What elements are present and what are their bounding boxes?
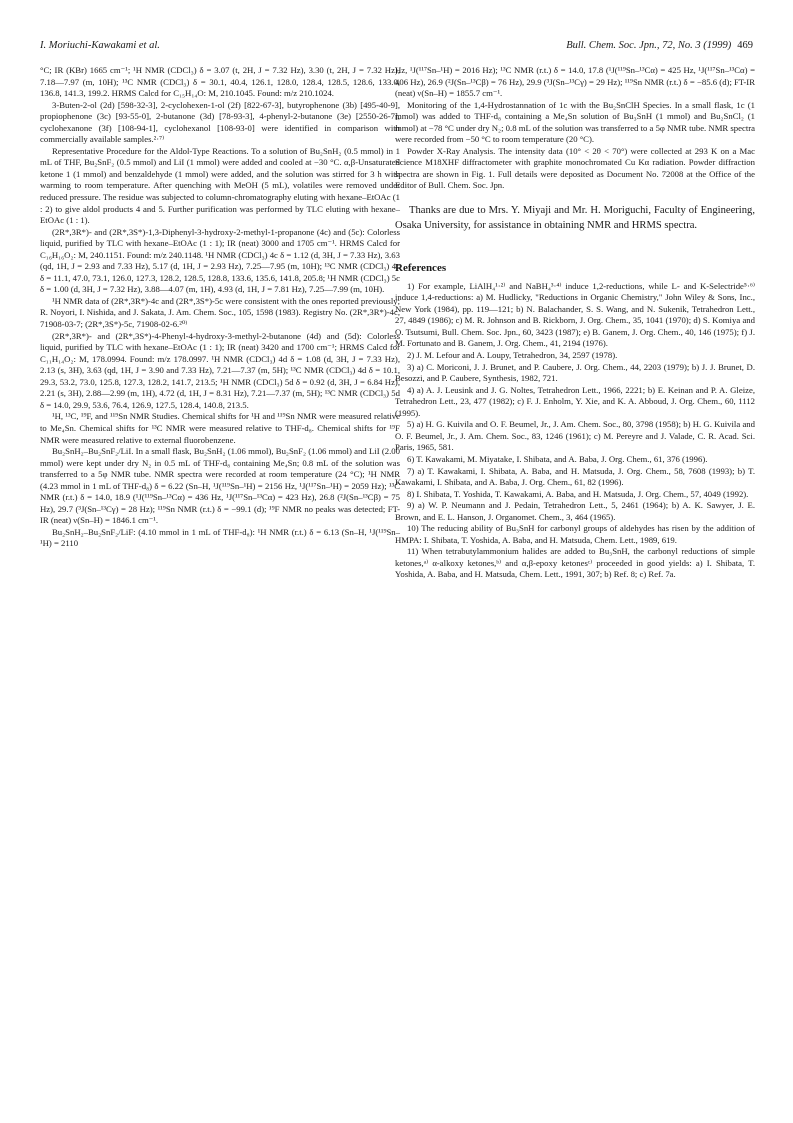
paragraph-nmr-studies: ¹H, ¹³C, ¹⁹F, and ¹¹⁹Sn NMR Studies. Chemical shifts for ¹H and ¹¹⁹Sn NMR were measured relative to Me₄Sn. Chemical shifts for ¹³C NMR were measured relative to THF-d₈. Chemical shifts for ¹⁹F NMR were measured relative to external fluorobenzene. <box>40 411 400 445</box>
right-column <box>395 65 755 581</box>
header-page-number: 469 <box>737 40 753 51</box>
acknowledgement: Thanks are due to Mrs. Y. Miyaji and Mr. H. Moriguchi, Faculty of Engineering, Osaka University, for assistance in obtaining NMR and HRMS spectra. <box>395 205 755 231</box>
reference-item: 4) a) A. J. Leusink and J. G. Noltes, Tetrahedron Lett., 1966, 2221; b) E. Keinan and P. A. Gleize, Tetrahedron Lett., 23, 477 (1982); c) F. J. Enholm, Y. Xie, and K. A. Abboud, J. Org. Chem., 60, 1112 (1995). <box>395 384 755 418</box>
paragraph-powder-xray: Powder X-Ray Analysis. The intensity data (10° < 2θ < 70°) were collected at 293 K on a Mac Science M18XHF diffractometer with graphite monochromated Cu Kα radiation. Powder diffraction spectra are shown in Fig. 1. Full details were deposited as Document No. 72008 at the Office of the Editor of Bull. Chem. Soc. Jpn. <box>395 145 755 191</box>
reference-item: 11) When tetrabutylammonium halides are added to Bu₃SnH, the carbonyl reductions of simple ketones,ᵃ⁾ α-alkoxy ketones,ᵇ⁾ and α,β-epoxy ketonesᶜ⁾ proceeded in good yields: a) I. Shibata, T. Yoshida, A. Baba, and H. Matsuda, Chem. Lett., 1991, 307; b) Ref. 8; c) Ref. 7a. <box>395 546 755 580</box>
header-journal-citation: Bull. Chem. Soc. Jpn., 72, No. 3 (1999) <box>566 40 732 51</box>
paragraph-lii-system: Bu₂SnH₂–Bu₂SnF₂/LiI. In a small flask, Bu₂SnH₂ (1.06 mmol), Bu₂SnF₂ (1.06 mmol) and LiI (2.00 mmol) were kept under dry N₂ in 0.5 mL of THF-d₈ containing Me₄Sn; 0.8 mL of the solution was transferred to a 5φ NMR tube. NMR spectra were recorded at room temperature (24 °C); ¹H NMR (4.23 mmol in 1 mL of THF-d₈) δ = 6.22 (Sn–H, ¹J(¹¹⁹Sn–¹H) = 2156 Hz, ¹J(¹¹⁷Sn–¹H) = 2059 Hz); ¹³C NMR (r.t.) δ = 14.0, 18.9 (¹J(¹¹⁹Sn–¹³Cα) = 436 Hz, ¹J(¹¹⁷Sn–¹³Cα) = 423 Hz), 26.8 (²J(Sn–¹³Cβ) = 75 Hz), 29.7 (³J(Sn–¹³Cγ) = 28 Hz); ¹¹⁹Sn NMR (r.t.) δ = −99.1 (d); ¹⁹F NMR no peaks was detected; FT-IR (neat) ν(Sn–H) = 1846.1 cm⁻¹. <box>40 446 400 526</box>
paragraph-continuation: °C; IR (KBr) 1665 cm⁻¹; ¹H NMR (CDCl₃) δ = 3.07 (t, 2H, J = 7.32 Hz), 3.30 (t, 2H, J = 7.32 Hz), 7.18—7.97 (m, 10H); ¹³C NMR (CDCl₃) δ = 30.1, 40.4, 126.1, 128.0, 128.4, 128.5, 128.6, 133.0, 136.8, 141.3, 199.2. HRMS Calcd for C₁₅H₁₄O: M, 210.1045. Found: m/z 210.1024. <box>40 65 400 99</box>
header-authors: I. Moriuchi-Kawakami et al. <box>40 40 160 51</box>
paragraph-identified-compounds: 3-Buten-2-ol (2d) [598-32-3], 2-cyclohexen-1-ol (2f) [822-67-3], butyrophenone (3b) [495-40-9], propiophenone (3c) [93-55-0], 2-butanone (3d) [78-93-3], 4-phenyl-2-butanone (3e) [2550-26-7], cyclohexanone (3f) [108-94-1], cyclohexanol [108-93-0] were identified in comparison with commercially available samples.²·⁷⁾ <box>40 99 400 145</box>
reference-item: 1) For example, LiAlH₄¹·²⁾ and NaBH₄³·⁴⁾ induce 1,2-reductions, while L- and K-Selectride⁵·⁶⁾ induce 1,4-reductions: a) M. Hudlicky, "Reductions in Organic Chemistry," John Wiley & Sons, Inc., New York (1984), pp. 119—121; b) N. Balachander, S. S. Wang, and N. Sukenik, Tetrahedron Lett., 27, 4849 (1986); c) M. R. Johnson and B. Rickborn, J. Org. Chem., 35, 1041 (1970); d) S. Komiya and O. Tsutsumi, Bull. Chem. Soc. Jpn., 60, 3423 (1987); e) B. Ganem, J. Org. Chem., 40, 146 (1975); f) J. M. Fortunato and B. Ganem, J. Org. Chem., 41, 2194 (1976). <box>395 280 755 349</box>
paragraph-aldol-procedure: Representative Procedure for the Aldol-Type Reactions. To a solution of Bu₂SnH₂ (0.5 mmol) in 1 mL of THF, Bu₂SnF₂ (0.5 mmol) and LiI (1 mmol) were added and cooled at −30 °C. α,β-Unsaturated ketone 1 (1 mmol) and benzaldehyde (1 mmol) were added, and the solution was stirred for 3 h with warming to room temperature. After quenching with MeOH (5 mL), volatiles were removed under reduced pressure. The residue was subjected to column-chromatography eluting with hexane–EtOAc (1 : 2) to give aldol products 4 and 5. Further purification was performed by TLC eluting with hexane–EtOAc (1 : 1). <box>40 145 400 226</box>
left-column <box>40 65 400 550</box>
references-heading: References <box>395 262 447 275</box>
reference-item: 2) J. M. Lefour and A. Loupy, Tetrahedron, 34, 2597 (1978). <box>407 350 618 361</box>
references-list <box>395 281 755 581</box>
paragraph-lif-continuation: Hz, ¹J(¹¹⁷Sn–¹H) = 2016 Hz); ¹³C NMR (r.t.) δ = 14.0, 17.8 (¹J(¹¹⁹Sn–¹³Cα) = 425 Hz, ¹J(¹¹⁷Sn–¹³Cα) = 406 Hz), 26.9 (²J(Sn–¹³Cβ) = 76 Hz), 29.9 (³J(Sn–¹³Cγ) = 29 Hz); ¹¹⁹Sn NMR (r.t.) δ = −85.6 (d); FT-IR (neat) ν(Sn–H) = 1855.7 cm⁻¹. <box>395 65 755 99</box>
paragraph-compounds-4d-5d: (2R*,3R*)- and (2R*,3S*)-4-Phenyl-4-hydroxy-3-methyl-2-butanone (4d) and (5d): Colorless liquid, purified by TLC with hexane–EtOAc (1 : 1); IR (neat) 3420 and 1700 cm⁻¹; HRMS Calcd for C₁₁H₁₄O₂: M, 178.0994. Found: m/z 178.0997. ¹H NMR (CDCl₃) 4d δ = 1.08 (d, 3H, J = 7.33 Hz), 2.13 (s, 3H), 3.63 (qd, 1H, J = 3.90 and 7.33 Hz), 7.21—7.37 (m, 5H); ¹³C NMR (CDCl₃) 4d δ = 10.1, 29.3, 53.2, 73.0, 125.8, 127.3, 128.2, 141.7, 213.5; ¹H NMR (CDCl₃) 5d δ = 0.92 (d, 3H, J = 6.84 Hz), 2.21 (s, 3H), 2.88—2.99 (m, 1H), 4.72 (d, 1H, J = 8.31 Hz), 7.21—7.37 (m, 5H); ¹³C NMR (CDCl₃) 5d δ = 14.0, 29.9, 53.6, 76.4, 126.9, 127.5, 128.4, 140.8, 213.5. <box>40 330 400 410</box>
paragraph-nmr-note: ¹H NMR data of (2R*,3R*)-4c and (2R*,3S*)-5c were consistent with the ones reported previously; R. Noyori, I. Nishida, and J. Sakata, J. Am. Chem. Soc., 105, 1598 (1983). Registry No. (2R*,3R*)-4c, 71908-03-7; (2R*,3S*)-5c, 71908-02-6.²⁰⁾ <box>40 295 400 330</box>
reference-item: 8) I. Shibata, T. Yoshida, T. Kawakami, A. Baba, and H. Matsuda, J. Org. Chem., 57, 4049 (1992). <box>407 488 749 499</box>
paragraph-lif-system: Bu₂SnH₂–Bu₂SnF₂/LiF: (4.10 mmol in 1 mL of THF-d₈): ¹H NMR (r.t.) δ = 6.13 (Sn–H, ¹J(¹¹⁹Sn–¹H) = 2110 <box>40 526 400 549</box>
reference-item: 5) a) H. G. Kuivila and O. F. Beumel, Jr., J. Am. Chem. Soc., 80, 3798 (1958); b) H. G. Kuivila and O. F. Beumel, Jr., J. Am. Chem. Soc., 83, 1246 (1961); c) M. Pereyre and J. Valade, C. R. Acad. Sci. Paris, 1965, 581. <box>395 419 755 453</box>
paragraph-monitoring: Monitoring of the 1,4-Hydrostannation of 1c with the Bu₂SnClH Species. In a small flask, 1c (1 mmol) was added to THF-d₈ containing a Me₄Sn solution of Bu₃SnH (1 mmol) and Bu₂SnCl₂ (1 mmol) at −78 °C under dry N₂; 0.8 mL of the solution was transferred to a 5φ NMR tube. NMR spectra were recorded from −50 °C to room temperature (20 °C). <box>395 99 755 145</box>
paragraph-compounds-4c-5c: (2R*,3R*)- and (2R*,3S*)-1,3-Diphenyl-3-hydroxy-2-methyl-1-propanone (4c) and (5c): Colorless liquid, purified by TLC with hexane–EtOAc (1 : 1); IR (neat) 3000 and 1705 cm⁻¹. HRMS Calcd for C₁₆H₁₆O₂: M, 240.1151. Found: m/z 240.1148. ¹H NMR (CDCl₃) 4c δ = 1.12 (d, 3H, J = 7.33 Hz), 3.63 (qd, 1H, J = 2.93 and 7.33 Hz), 5.17 (d, 1H, J = 2.93 Hz), 7.25—7.95 (m, 10H); ¹³C NMR (CDCl₃) 4c δ = 11.1, 47.0, 73.1, 126.0, 127.3, 128.2, 128.5, 128.8, 133.6, 135.6, 141.8, 205.8; ¹H NMR (CDCl₃) 5c δ = 1.00 (d, 3H, J = 7.32 Hz), 3.88—4.07 (m, 1H), 4.93 (d, 1H, J = 7.81 Hz), 7.25—7.99 (m, 10H). <box>40 226 400 295</box>
reference-item: 9) a) W. P. Neumann and J. Pedain, Tetrahedron Lett., 5, 2461 (1964); b) A. K. Sawyer, J. E. Brown, and E. L. Hanson, J. Organomet. Chem., 3, 464 (1965). <box>395 500 755 522</box>
reference-item: 6) T. Kawakami, M. Miyatake, I. Shibata, and A. Baba, J. Org. Chem., 61, 376 (1996). <box>407 453 708 464</box>
running-header <box>40 40 753 56</box>
header-journal <box>566 40 753 51</box>
reference-item: 10) The reducing ability of Bu₃SnH for carbonyl groups of aldehydes has risen by the addition of HMPA: I. Shibata, T. Yoshida, A. Baba, and H. Matsuda, Chem. Lett., 1989, 619. <box>395 523 755 545</box>
reference-item: 3) a) C. Moriconi, J. J. Brunet, and P. Caubere, J. Org. Chem., 44, 2203 (1979); b) J. J. Brunet, D. Besozzi, and P. Caubere, Synthesis, 1982, 721. <box>395 361 755 384</box>
reference-item: 7) a) T. Kawakami, I. Shibata, A. Baba, and H. Matsuda, J. Org. Chem., 58, 7608 (1993); b) T. Kawakami, I. Shibata, and A. Baba, J. Org. Chem., 61, 82 (1996). <box>395 465 755 488</box>
